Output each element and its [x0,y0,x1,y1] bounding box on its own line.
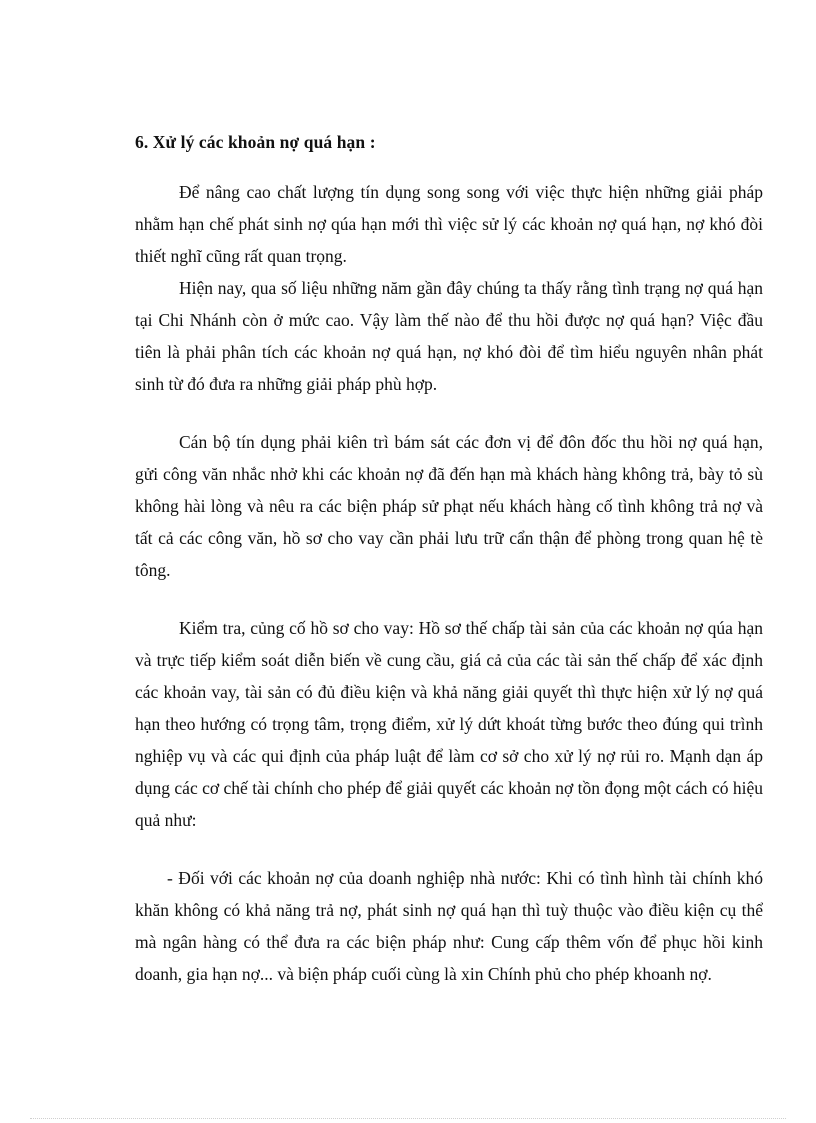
paragraph: Hiện nay, qua số liệu những năm gần đây chúng ta thấy rằng tình trạng nợ quá hạn tại Chi Nhánh còn ở mức cao. Vậy làm thế nào để thu hồi được nợ quá hạn? Việc đầu tiên là phải phân tích các khoản nợ quá hạn, nợ khó đòi để tìm hiểu nguyên nhân phát sinh từ đó đưa ra những giải pháp phù hợp. [135,278,763,394]
paragraph: - Đối với các khoản nợ của doanh nghiệp nhà nước: Khi có tình hình tài chính khó khăn không có khả năng trả nợ, phát sinh nợ quá hạn thì tuỳ thuộc vào điều kiện cụ thể mà ngân hàng có thể đưa ra các biện pháp như: Cung cấp thêm vốn để phục hồi kinh doanh, gia hạn nợ... và biện pháp cuối cùng là xin Chính phủ cho phép khoanh nợ. [135,868,763,984]
page-bottom-divider [30,1118,786,1119]
document-body [135,128,763,990]
section-heading: 6. Xử lý các khoản nợ quá hạn : [135,132,376,152]
paragraph: Cán bộ tín dụng phải kiên trì bám sát các đơn vị để đôn đốc thu hồi nợ quá hạn, gửi công văn nhắc nhở khi các khoản nợ đã đến hạn mà khách hàng không trả, bày tỏ sù không hài lòng và nêu ra các biện pháp sử phạt nếu khách hàng cố tình không trả nợ và tất cả các công văn, hồ sơ cho vay cần phải lưu trữ cẩn thận để phòng trong quan hệ tè tông. [135,432,763,580]
paragraph: Để nâng cao chất lượng tín dụng song song với việc thực hiện những giải pháp nhằm hạn chế phát sinh nợ qúa hạn mới thì việc sử lý các khoản nợ quá hạn, nợ khó đòi thiết nghĩ cũng rất quan trọng. [135,182,763,266]
paragraph: Kiểm tra, củng cố hồ sơ cho vay: Hồ sơ thế chấp tài sản của các khoản nợ qúa hạn và trực tiếp kiểm soát diễn biến về cung cầu, giá cả của các tài sản thế chấp để xác định các khoản vay, tài sản có đủ điều kiện và khả năng giải quyết thì thực hiện xử lý nợ quá hạn theo hướng có trọng tâm, trọng điểm, xử lý dứt khoát từng bước theo đúng qui trình nghiệp vụ và các qui định của pháp luật để làm cơ sở cho xử lý nợ rủi ro. Mạnh dạn áp dụng các cơ chế tài chính cho phép để giải quyết các khoản nợ tồn đọng một cách có hiệu quả như: [135,618,763,830]
